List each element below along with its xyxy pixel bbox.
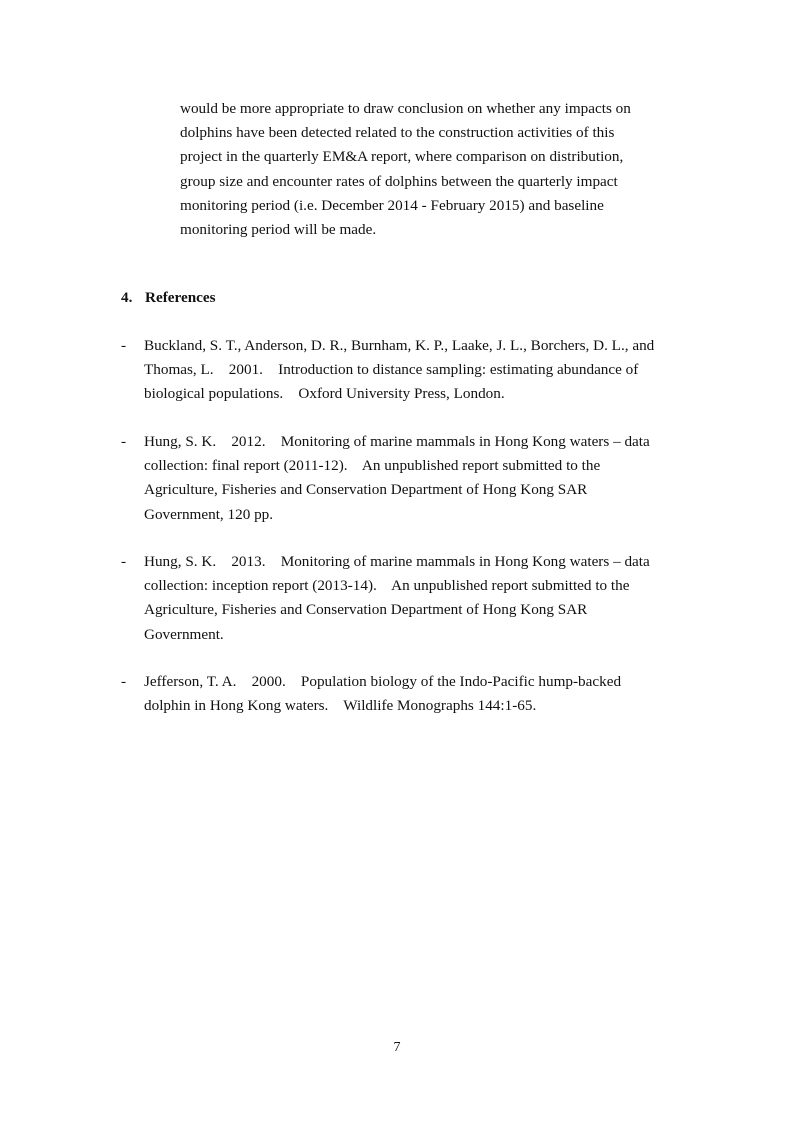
list-marker: - <box>121 673 127 690</box>
reference-line: Agriculture, Fisheries and Conservation Department of Hong Kong SAR <box>144 481 588 499</box>
paragraph-line: group size and encounter rates of dolphins between the quarterly impact <box>180 172 618 190</box>
paragraph-line: would be more appropriate to draw conclusion on whether any impacts on <box>180 100 631 117</box>
reference-item <box>121 430 721 527</box>
paragraph-line: dolphins have been detected related to the construction activities of this <box>180 124 615 142</box>
reference-line: Government, 120 pp. <box>144 505 274 523</box>
reference-text <box>144 430 721 527</box>
reference-line: Buckland, S. T., Anderson, D. R., Burnham, K. P., Laake, J. L., Borchers, D. L., and <box>144 337 655 354</box>
list-marker: - <box>121 337 127 354</box>
continuation-paragraph <box>180 97 680 242</box>
reference-item <box>121 334 721 407</box>
reference-item <box>121 670 721 718</box>
paragraph-line: monitoring period (i.e. December 2014 - February 2015) and baseline <box>180 196 604 214</box>
reference-item <box>121 550 721 647</box>
reference-line: Hung, S. K. 2013. Monitoring of marine mammals in Hong Kong waters – data <box>144 553 650 570</box>
paragraph-line: project in the quarterly EM&A report, where comparison on distribution, <box>180 148 624 166</box>
page-number: 7 <box>393 1040 401 1055</box>
reference-line: Government. <box>144 625 224 643</box>
reference-line: biological populations. Oxford University Press, London. <box>144 385 505 403</box>
reference-text <box>144 670 721 718</box>
list-marker: - <box>121 553 127 570</box>
section-number: 4. <box>121 289 133 306</box>
paragraph-line: monitoring period will be made. <box>180 221 377 239</box>
reference-line: Hung, S. K. 2012. Monitoring of marine mammals in Hong Kong waters – data <box>144 433 650 450</box>
reference-line: Agriculture, Fisheries and Conservation Department of Hong Kong SAR <box>144 601 588 619</box>
reference-line: Thomas, L. 2001. Introduction to distance sampling: estimating abundance of <box>144 361 639 379</box>
reference-line: dolphin in Hong Kong waters. Wildlife Monographs 144:1-65. <box>144 697 537 715</box>
section-heading <box>121 289 216 307</box>
list-marker: - <box>121 433 127 450</box>
reference-text <box>144 334 721 407</box>
section-title: References <box>145 289 216 306</box>
reference-line: collection: inception report (2013-14). An unpublished report submitted to the <box>144 577 630 595</box>
reference-text <box>144 550 721 647</box>
reference-line: Jefferson, T. A. 2000. Population biology of the Indo-Pacific hump-backed <box>144 673 622 690</box>
reference-line: collection: final report (2011-12). An unpublished report submitted to the <box>144 457 601 475</box>
